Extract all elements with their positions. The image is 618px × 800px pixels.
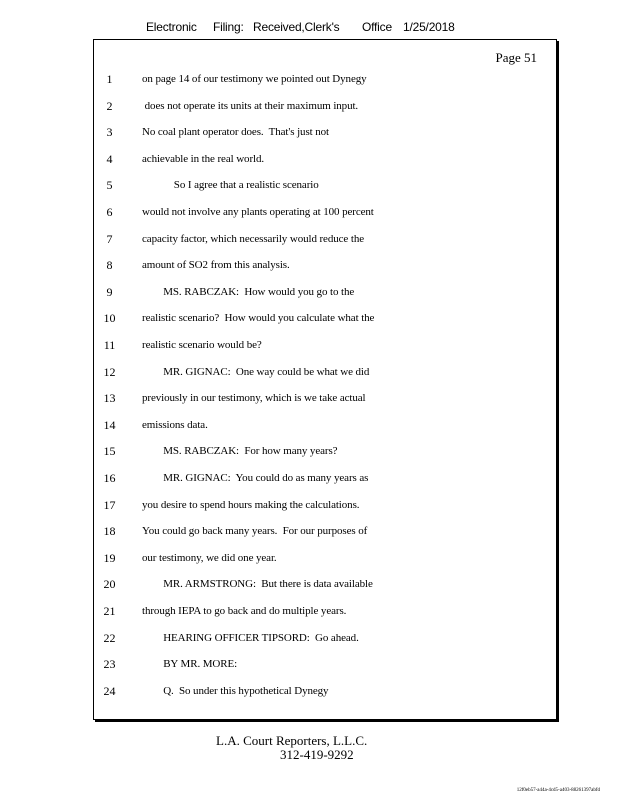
line-number: 10 [103, 311, 116, 326]
line-text: amount of SO2 from this analysis. [142, 259, 290, 272]
line-text: achievable in the real world. [142, 152, 265, 165]
line-text: through IEPA to go back and do multiple years. [142, 605, 347, 617]
line-number: 7 [106, 231, 113, 246]
filing-label-filing: Filing: [213, 20, 244, 34]
page-number: Page 51 [495, 50, 537, 65]
line-text: You could go back many years. For our purposes of [142, 525, 368, 538]
electronic-filing-header [0, 20, 618, 36]
filing-label-electronic: Electronic [146, 20, 197, 34]
line-text: So I agree that a realistic scenario [142, 179, 319, 192]
line-number: 21 [103, 604, 116, 618]
line-number: 14 [103, 417, 116, 432]
line-number: 11 [103, 338, 116, 352]
line-text: MR. GIGNAC: You could do as many years as [142, 472, 369, 484]
line-text: our testimony, we did one year. [142, 551, 277, 564]
line-number: 22 [103, 630, 116, 645]
line-number: 3 [106, 125, 113, 140]
filing-label-received: Received,Clerk's [253, 20, 340, 34]
line-text: capacity factor, which necessarily would reduce the [142, 232, 364, 245]
line-text: on page 14 of our testimony we pointed out Dynegy [142, 73, 367, 85]
line-text: BY MR. MORE: [142, 658, 238, 671]
line-number: 12 [103, 364, 116, 379]
line-number: 4 [106, 151, 113, 166]
line-number: 17 [103, 497, 116, 512]
line-text: emissions data. [142, 418, 208, 431]
line-number: 6 [106, 205, 113, 219]
line-text: MR. ARMSTRONG: But there is data available [142, 578, 373, 591]
line-text: realistic scenario? How would you calculate what the [142, 312, 375, 325]
line-number: 23 [103, 657, 116, 672]
line-number: 1 [106, 72, 113, 86]
line-number: 2 [106, 98, 113, 113]
document-hash: 12f0eb57-a44a-4cd5-a403-88261397abfd [516, 788, 600, 793]
line-text: Q. So under this hypothetical Dynegy [142, 684, 329, 697]
line-text: does not operate its units at their maximum input. [142, 99, 359, 112]
line-number: 18 [103, 524, 116, 539]
line-text: MS. RABCZAK: How would you go to the [142, 285, 355, 298]
line-text: realistic scenario would be? [142, 339, 262, 351]
line-text: No coal plant operator does. That's just not [142, 126, 329, 139]
line-text: MS. RABCZAK: For how many years? [142, 445, 338, 458]
court-reporter-phone: 312-419-9292 [280, 747, 354, 762]
line-number: 19 [103, 550, 116, 565]
line-number: 20 [103, 577, 116, 592]
line-number: 9 [106, 284, 113, 299]
transcript-page [93, 39, 557, 720]
line-text: would not involve any plants operating at 100 percent [142, 206, 374, 218]
line-number: 8 [106, 258, 113, 273]
line-text: HEARING OFFICER TIPSORD: Go ahead. [142, 631, 359, 644]
line-text: previously in our testimony, which is we take actual [142, 392, 366, 405]
filing-date: 1/25/2018 [403, 20, 455, 34]
line-text: you desire to spend hours making the calculations. [142, 498, 360, 511]
line-text: MR. GIGNAC: One way could be what we did [142, 365, 370, 378]
line-number: 16 [103, 471, 116, 485]
filing-label-office: Office [362, 20, 392, 34]
line-number: 24 [103, 683, 116, 698]
line-number: 15 [103, 444, 116, 459]
court-reporter-name: L.A. Court Reporters, L.L.C. [216, 733, 368, 748]
line-number: 13 [103, 391, 116, 406]
line-number: 5 [106, 178, 113, 193]
